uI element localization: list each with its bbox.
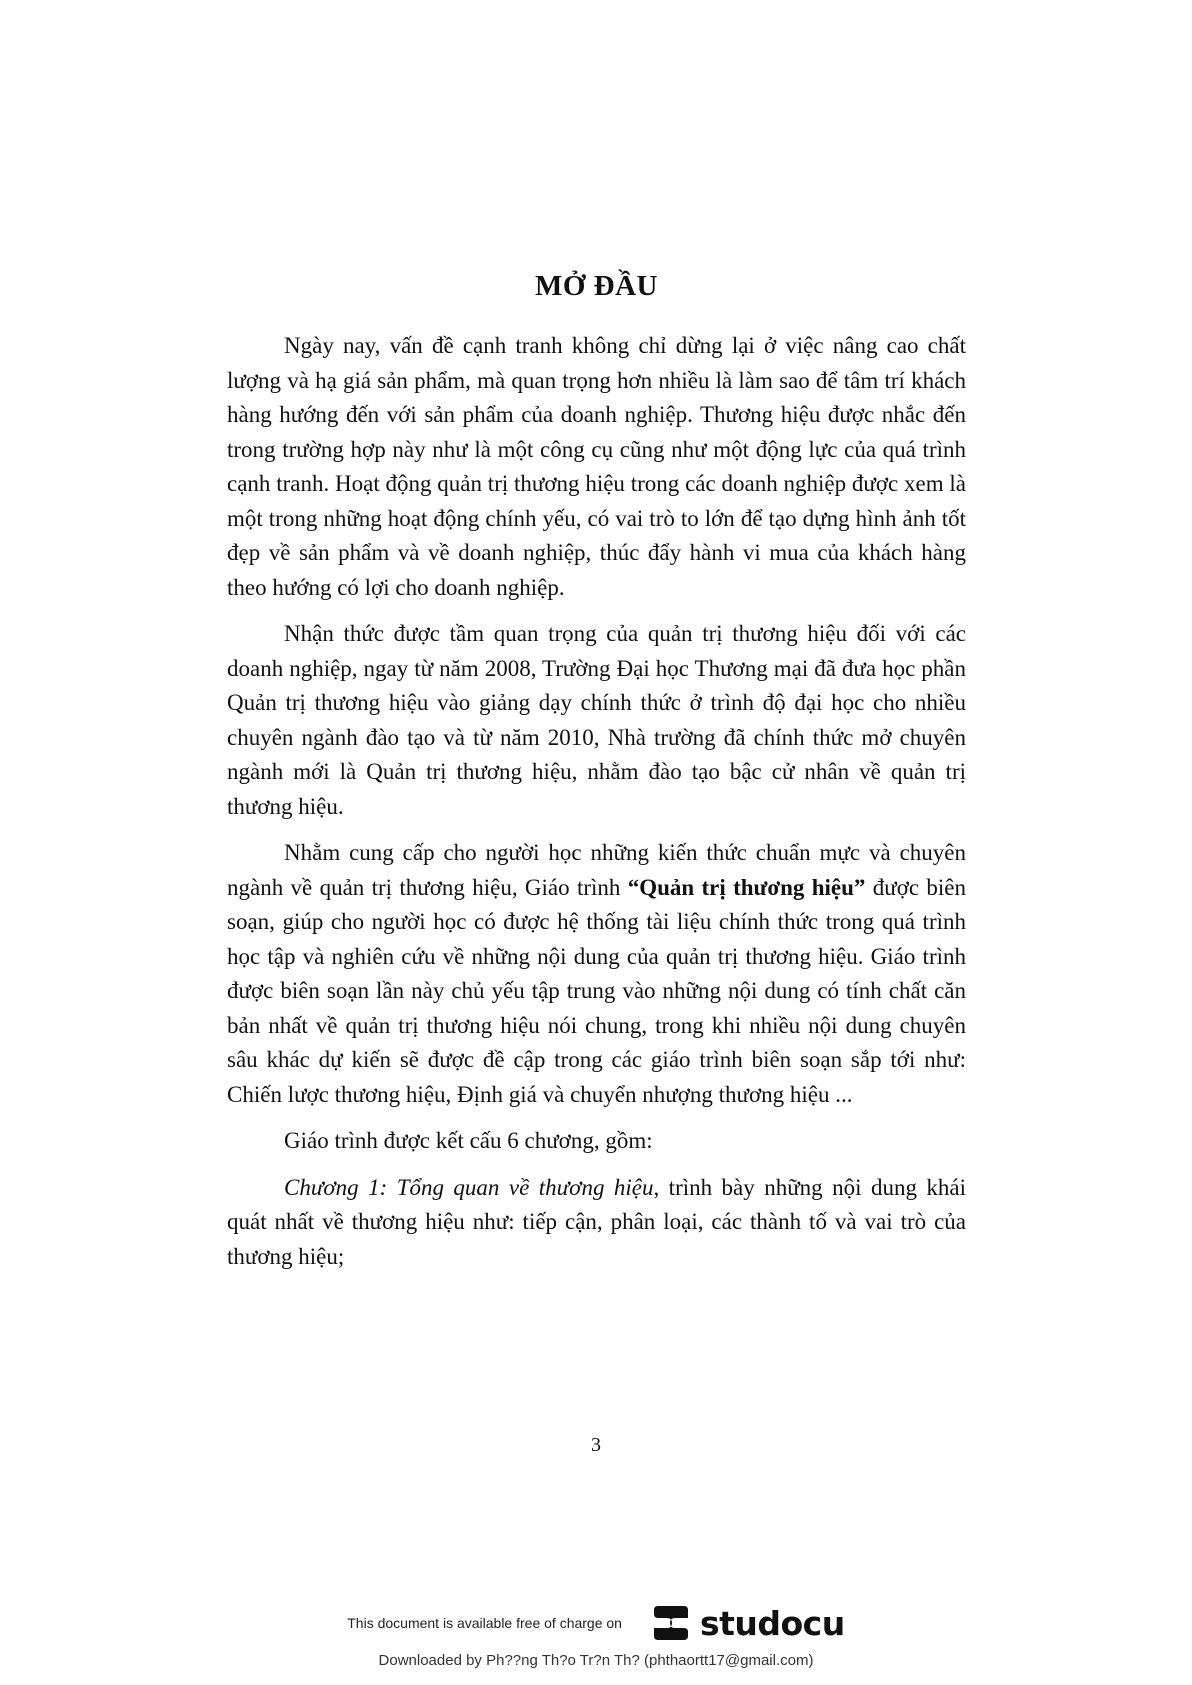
book-title-bold: “Quản trị thương hiệu” bbox=[627, 874, 866, 900]
availability-text: This document is available free of charge on bbox=[347, 1615, 622, 1631]
document-body bbox=[227, 270, 966, 1286]
page-title: MỞ ĐẦU bbox=[534, 270, 658, 302]
studocu-brand[interactable] bbox=[648, 1600, 845, 1646]
paragraph-3 bbox=[227, 836, 966, 1112]
paragraph-2: Nhận thức được tầm quan trọng của quản trị thương hiệu đối với các doanh nghiệp, ngay từ năm 2008, Trường Đại học Thương mại đã đưa học phần Quản trị thương hiệu vào giảng dạy chính thức ở trình độ đại học cho nhiều chuyên ngành đào tạo và từ năm 2010, Nhà trường đã chính thức mở chuyên ngành mới là Quản trị thương hiệu, nhằm đào tạo bậc cử nhân về quản trị thương hiệu. bbox=[227, 621, 966, 819]
studocu-wordmark: studocu bbox=[699, 1603, 845, 1643]
page-number: 3 bbox=[591, 1434, 601, 1456]
paragraph-3-lead: Nhằm cung cấp cho người học những kiến thức chuẩn mực và chuyên ngành về quản trị thương hiệu, Giáo trình bbox=[227, 840, 966, 900]
paragraph-1: Ngày nay, vấn đề cạnh tranh không chỉ dừng lại ở việc nâng cao chất lượng và hạ giá sản phẩm, mà quan trọng hơn nhiều là làm sao để tâm trí khách hàng hướng đến với sản phẩm của doanh nghiệp. Thương hiệu được nhắc đến trong trường hợp này như là một công cụ cũng như một động lực của quá trình cạnh tranh. Hoạt động quản trị thương hiệu trong các doanh nghiệp được xem là một trong những hoạt động chính yếu, có vai trò to lớn để tạo dựng hình ảnh tốt đẹp về sản phẩm và về doanh nghiệp, thúc đẩy hành vi mua của khách hàng theo hướng có lợi cho doanh nghiệp. bbox=[227, 333, 966, 600]
download-attribution: Downloaded by Ph??ng Th?o Tr?n Th? (phthaortt17@gmail.com) bbox=[378, 1652, 814, 1669]
paragraph-4: Giáo trình được kết cấu 6 chương, gồm: bbox=[284, 1128, 653, 1153]
chapter-1-title: Chương 1: Tổng quan về thương hiệu bbox=[284, 1174, 654, 1200]
paragraph-3-rest: được biên soạn, giúp cho người học có được hệ thống tài liệu chính thức trong quá trình học tập và nghiên cứu về những nội dung của quản trị thương hiệu. Giáo trình được biên soạn lần này chủ yếu tập trung vào những nội dung có tính chất căn bản nhất về quản trị thương hiệu nói chung, trong khi nhiều nội dung chuyên sâu khác dự kiến sẽ được đề cập trong các giáo trình biên soạn sắp tới như: Chiến lược thương hiệu, Định giá và chuyển nhượng thương hiệu ... bbox=[227, 874, 966, 1107]
studocu-logo-icon bbox=[648, 1600, 694, 1646]
paragraph-5-rest: , trình bày những nội dung khái quát nhất về thương hiệu như: tiếp cận, phân loại, các thành tố và vai trò của thương hiệu; bbox=[227, 1174, 966, 1269]
paragraph-5 bbox=[227, 1171, 966, 1275]
studocu-footer bbox=[0, 1600, 1192, 1646]
